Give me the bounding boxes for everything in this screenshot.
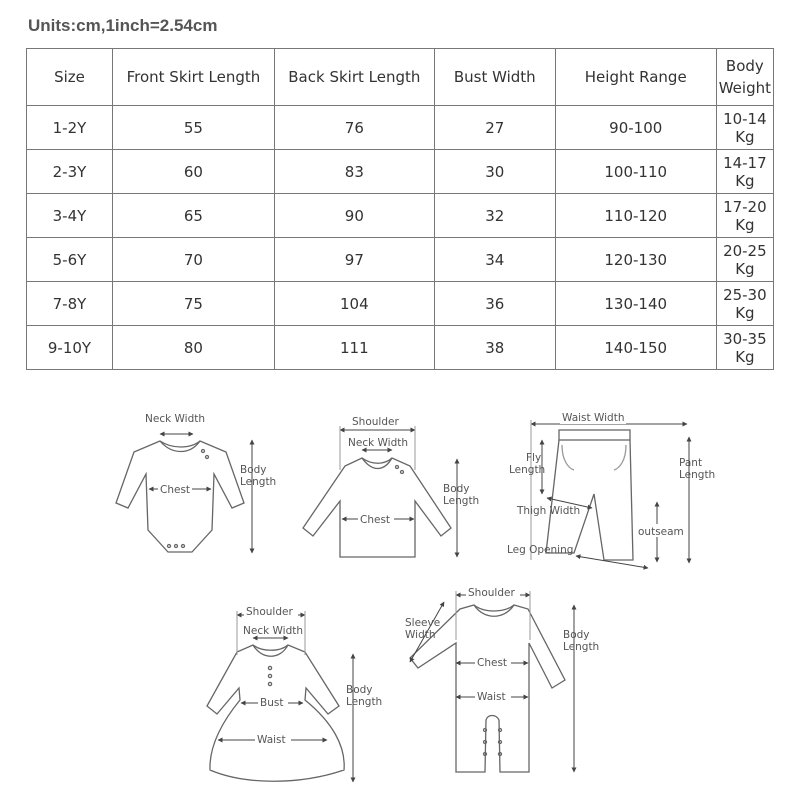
romper-shoulder-label: Shoulder bbox=[468, 587, 515, 599]
size-chart-table bbox=[26, 48, 774, 370]
bodysuit-neck-width-label: Neck Width bbox=[145, 413, 206, 425]
bodysuit-chest-label: Chest bbox=[160, 484, 191, 496]
bodysuit-diagram bbox=[116, 441, 244, 552]
romper-body-length-label: Body bbox=[563, 629, 590, 641]
shirt-diagram bbox=[303, 458, 451, 557]
front-skirt-length-cell: 65 bbox=[112, 194, 274, 238]
back-skirt-length-cell: 90 bbox=[274, 194, 434, 238]
column-header: Body Weight bbox=[716, 49, 773, 106]
dress-diagram bbox=[207, 645, 344, 781]
bust-width-cell: 32 bbox=[434, 194, 555, 238]
bust-width-cell: 38 bbox=[434, 326, 555, 370]
front-skirt-length-cell: 55 bbox=[112, 106, 274, 150]
dress-bust-label: Bust bbox=[260, 697, 284, 709]
bodysuit-collar bbox=[160, 441, 200, 452]
size-cell: 7-8Y bbox=[27, 282, 113, 326]
back-skirt-length-cell: 76 bbox=[274, 106, 434, 150]
bodysuit-body-length-label: Body bbox=[240, 464, 267, 476]
pants-thigh-width-label: Thigh Width bbox=[517, 505, 581, 517]
height-range-cell: 110-120 bbox=[555, 194, 716, 238]
back-skirt-length-cell: 97 bbox=[274, 238, 434, 282]
pants-pant-length-label: Pant bbox=[679, 457, 703, 469]
column-header: Back Skirt Length bbox=[274, 49, 434, 106]
front-skirt-length-cell: 75 bbox=[112, 282, 274, 326]
body-weight-cell: 17-20 Kg bbox=[716, 194, 773, 238]
shirt-chest-label: Chest bbox=[360, 514, 391, 526]
pants-outseam-label: outseam bbox=[638, 526, 684, 538]
height-range-cell: 130-140 bbox=[555, 282, 716, 326]
back-skirt-length-cell: 83 bbox=[274, 150, 434, 194]
pants-fly-length-label: Fly bbox=[526, 452, 542, 464]
shirt-body-length-label: Body bbox=[443, 483, 470, 495]
pants-waistband bbox=[559, 430, 630, 440]
table-row bbox=[27, 194, 774, 238]
pants-diagram bbox=[546, 430, 633, 560]
size-cell: 9-10Y bbox=[27, 326, 113, 370]
size-cell: 2-3Y bbox=[27, 150, 113, 194]
column-header: Height Range bbox=[555, 49, 716, 106]
back-skirt-length-cell: 111 bbox=[274, 326, 434, 370]
shirt-neck-width-label: Neck Width bbox=[348, 437, 409, 449]
dress-body-length-label: Body bbox=[346, 684, 373, 696]
table-row bbox=[27, 106, 774, 150]
romper-sleeve-width-label: Sleeve bbox=[405, 617, 441, 629]
dress-body-length-label: Length bbox=[346, 696, 383, 708]
height-range-cell: 120-130 bbox=[555, 238, 716, 282]
table-header-row bbox=[27, 49, 774, 106]
shirt-shoulder-label: Shoulder bbox=[352, 416, 399, 428]
front-skirt-length-cell: 60 bbox=[112, 150, 274, 194]
shirt-body-length-label: Length bbox=[443, 495, 480, 507]
back-skirt-length-cell: 104 bbox=[274, 282, 434, 326]
romper-waist-label: Waist bbox=[477, 691, 506, 703]
dress-outline bbox=[207, 645, 344, 781]
height-range-cell: 100-110 bbox=[555, 150, 716, 194]
bust-width-cell: 30 bbox=[434, 150, 555, 194]
dress-neck-width-label: Neck Width bbox=[243, 625, 304, 637]
units-note: Units:cm,1inch=2.54cm bbox=[28, 16, 218, 35]
pants-pant-length-label: Length bbox=[679, 469, 716, 481]
bodysuit-body-length-label: Length bbox=[240, 476, 277, 488]
bust-width-cell: 27 bbox=[434, 106, 555, 150]
bodysuit-outline bbox=[116, 441, 244, 552]
dress-shoulder-label: Shoulder bbox=[246, 606, 293, 618]
table-row bbox=[27, 282, 774, 326]
body-weight-cell: 20-25 Kg bbox=[716, 238, 773, 282]
height-range-cell: 90-100 bbox=[555, 106, 716, 150]
size-cell: 5-6Y bbox=[27, 238, 113, 282]
column-header: Size bbox=[27, 49, 113, 106]
measurement-diagrams bbox=[0, 395, 800, 800]
bust-width-cell: 36 bbox=[434, 282, 555, 326]
column-header: Front Skirt Length bbox=[112, 49, 274, 106]
shirt-outline bbox=[303, 458, 451, 557]
front-skirt-length-cell: 70 bbox=[112, 238, 274, 282]
body-weight-cell: 10-14 Kg bbox=[716, 106, 773, 150]
measurement-diagrams-svg bbox=[0, 395, 800, 800]
size-cell: 3-4Y bbox=[27, 194, 113, 238]
pants-waist-width-label: Waist Width bbox=[562, 412, 625, 424]
column-header: Bust Width bbox=[434, 49, 555, 106]
romper-chest-label: Chest bbox=[477, 657, 508, 669]
romper-sleeve-width-label: Width bbox=[405, 629, 436, 641]
pants-fly-length-label: Length bbox=[509, 464, 546, 476]
pants-outline bbox=[546, 440, 633, 560]
pants-leg-opening-label: Leg Opening bbox=[507, 544, 574, 556]
body-weight-cell: 30-35 Kg bbox=[716, 326, 773, 370]
bust-width-cell: 34 bbox=[434, 238, 555, 282]
table-row bbox=[27, 150, 774, 194]
front-skirt-length-cell: 80 bbox=[112, 326, 274, 370]
table-row bbox=[27, 238, 774, 282]
pants-leg-opening-arrow bbox=[576, 556, 648, 568]
height-range-cell: 140-150 bbox=[555, 326, 716, 370]
body-weight-cell: 14-17 Kg bbox=[716, 150, 773, 194]
size-cell: 1-2Y bbox=[27, 106, 113, 150]
body-weight-cell: 25-30 Kg bbox=[716, 282, 773, 326]
dress-waist-label: Waist bbox=[257, 734, 286, 746]
romper-body-length-label: Length bbox=[563, 641, 600, 653]
table-row bbox=[27, 326, 774, 370]
